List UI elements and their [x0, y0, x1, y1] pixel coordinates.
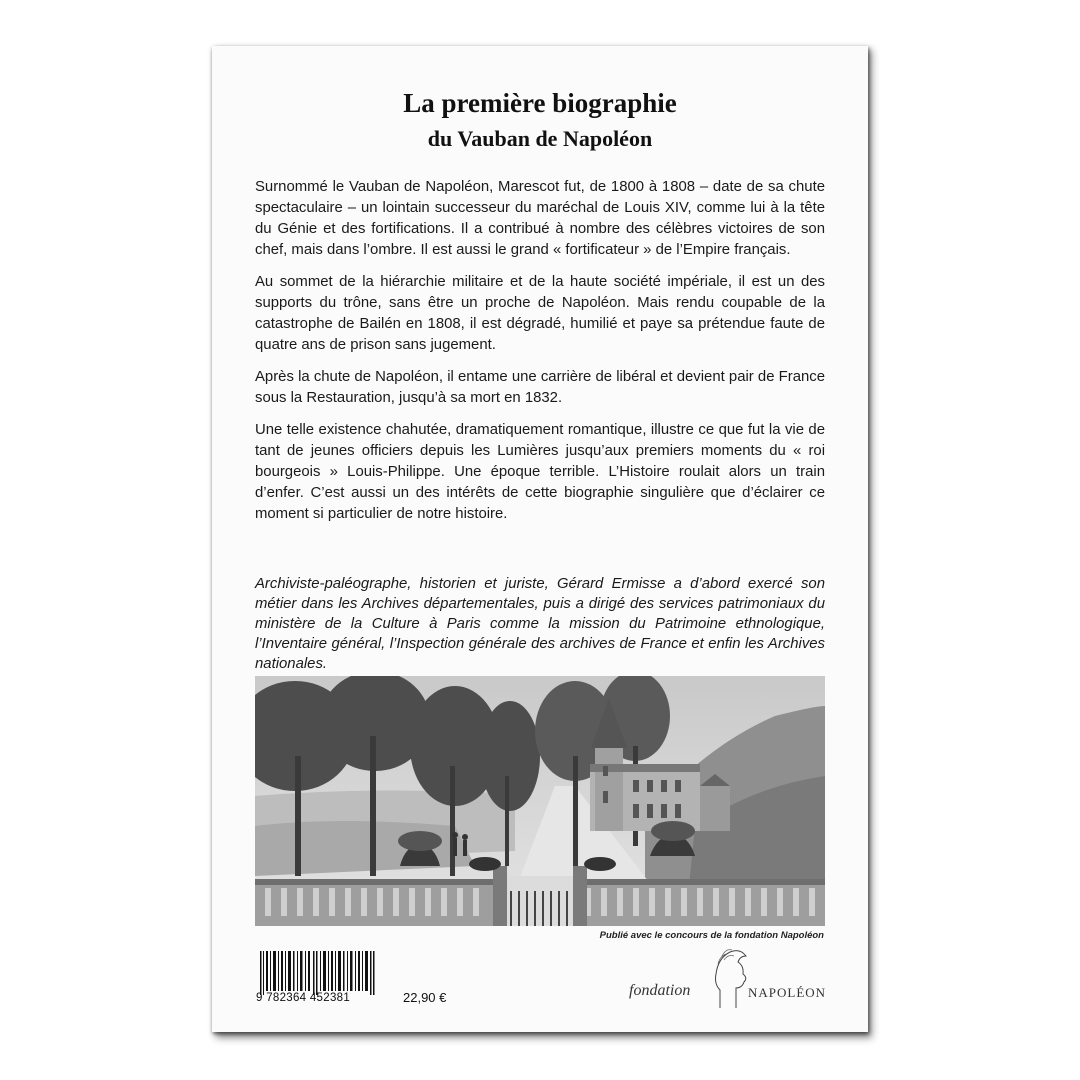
- blurb: [255, 177, 825, 536]
- logo-word-napoleon: NAPOLÉON: [748, 985, 827, 1000]
- napoleon-profile-icon: [710, 944, 752, 1010]
- blurb-paragraph-3: Après la chute de Napoléon, il entame une carrière de libéral et devient pair de France sous la Restauration, jusqu’à sa mort en 1832.: [255, 369, 825, 406]
- price: 22,90 €: [403, 990, 447, 1005]
- logo-word-fondation: fondation: [629, 982, 691, 999]
- author-bio: Archiviste-paléographe, historien et juriste, Gérard Ermisse a d’abord exercé son métier dans les Archives départementales, puis a dirigé des services patrimoniaux du ministère de la Culture à Paris comme la mission du Patrimoine ethnologique, l’Inventaire général, l’Inspection générale des archives de France et enfin les Archives nationales.: [255, 576, 825, 672]
- publication-credit: Publié avec le concours de la fondation Napoléon: [599, 930, 824, 941]
- fondation-napoleon-logo: [624, 944, 834, 1014]
- blurb-paragraph-2: Au sommet de la hiérarchie militaire et de la haute société impériale, il est un des supports du trône, sans être un proche de Napoléon. Mais rendu coupable de la catastrophe de Bailén en 1808, il est dégradé, humilié et paye sa prétendue faute de quatre ans de prison sans jugement.: [255, 274, 825, 353]
- blurb-paragraph-4: Une telle existence chahutée, dramatiquement romantique, illustre ce que fut la vie de tant de jeunes officiers depuis les Lumières jusqu’aux premiers moments du « roi bourgeois » Louis-Philippe. Une époque terrible. L’Histoire roulait alors un train d’enfer. C’est aussi un des intérêts de cette biographie singulière que d’éclairer ce moment si particulier de notre histoire.: [255, 422, 825, 522]
- chateau-engraving-image: [255, 676, 825, 926]
- title-line-1: La première biographie: [403, 88, 677, 118]
- blurb-paragraph-1: Surnommé le Vauban de Napoléon, Marescot fut, de 1800 à 1808 – date de sa chute spectaculaire – un lointain successeur du maréchal de Louis XIV, comme lui à la tête du Génie et des fortifications. Il a contribué à nombre des célèbres victoires de son chef, mais dans l’ombre. Il est aussi le grand « fortificateur » de l’Empire français.: [255, 179, 825, 258]
- title-line-2: du Vauban de Napoléon: [427, 126, 653, 151]
- isbn-digits: 9 782364 452381: [256, 992, 351, 1004]
- book-back-cover: [212, 46, 868, 1032]
